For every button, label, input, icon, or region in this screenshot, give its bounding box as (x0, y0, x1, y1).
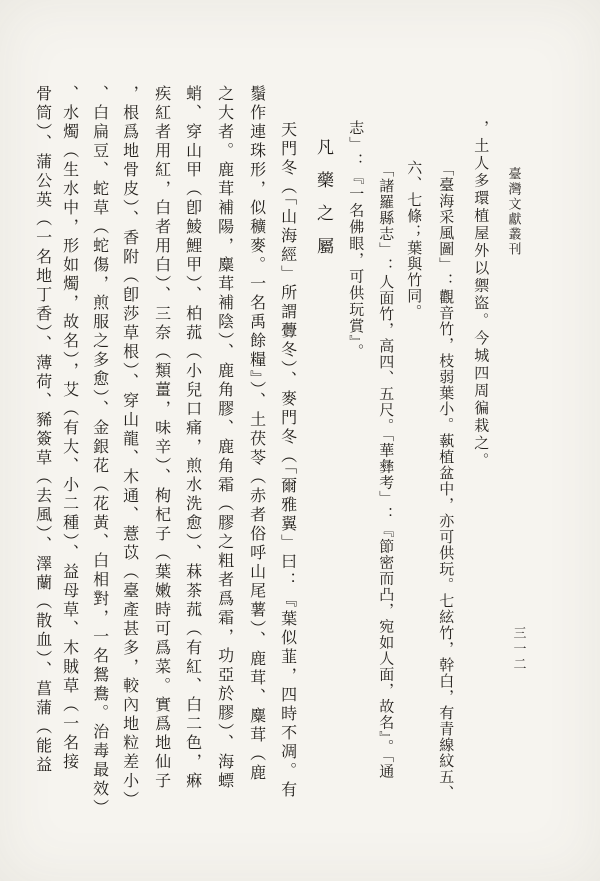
section-heading: 凡藥之屬 (312, 138, 333, 270)
page-number: 三一二 (510, 626, 526, 673)
text-column-4: 「諸羅縣志」：人面竹，高四、五尺。「華彝考」：『節密而凸，宛如人面，故名』。「通 (377, 162, 396, 780)
running-header: 臺灣文獻叢刊 (505, 167, 521, 257)
text-column-9: 蛸、穿山甲（卽鯪鯉甲）、柏菰（小兒口痛，煎水洗愈）、菻茶菰（有紅、白二色，痳 (183, 85, 203, 791)
text-column-10: 疾紅者用紅，白者用白）、三奈（類薑，味辛）、枸杞子（葉嫩時可爲菜。實爲地仙子 (152, 85, 172, 791)
text-column-14: 骨筒）、蒲公英（一名地丁香）、薄荷、豨簽草（去風）、澤蘭（散血）、菖蒲（能益 (33, 85, 53, 775)
text-column-5: 志」：『一名佛眼，可供玩賞』。 (347, 120, 366, 360)
text-column-13: 、水燭（生水中，形如燭，故名），艾（有大、小二種）、益母草、木賊草（一名接 (60, 85, 80, 772)
text-column-7: 鬚作連珠形，似穬麥。一名禹餘糧』）、土茯苓（赤者俗呼山尾薯）、鹿茸、麋茸（鹿 (247, 85, 267, 783)
text-column-3: 六、七條；葉與竹同。 (405, 160, 424, 320)
text-column-12: 、白扁豆、蛇草（蛇傷，煎服之多愈）、金銀花（花黃、白相對，一名鴛鴦。治毒最效） (90, 85, 110, 818)
text-column-6: 天門冬（「山海經」所謂虋冬）、麥門冬（「爾雅翼」曰：『葉似韮，四時不凋。有 (278, 121, 298, 800)
text-column-8: 之大者。鹿茸補陽，麋茸補陰）、鹿角膠、鹿角霜（膠之粗者爲霜，功亞於膠）、海螵 (215, 85, 235, 791)
text-column-2: 「臺海采風圖」：觀音竹，枝弱葉小。蓻植盆中，亦可供玩。七絃竹，幹白，有青線紋五、 (437, 161, 456, 801)
text-column-1: ，土人多環植屋外以禦盜。今城四周徧栽之。 (472, 120, 491, 470)
text-column-11: ，根爲地骨皮）、香附（卽莎草根）、穿山龍、木通、薏苡（臺產甚多，較內地粒差小） (120, 85, 140, 810)
